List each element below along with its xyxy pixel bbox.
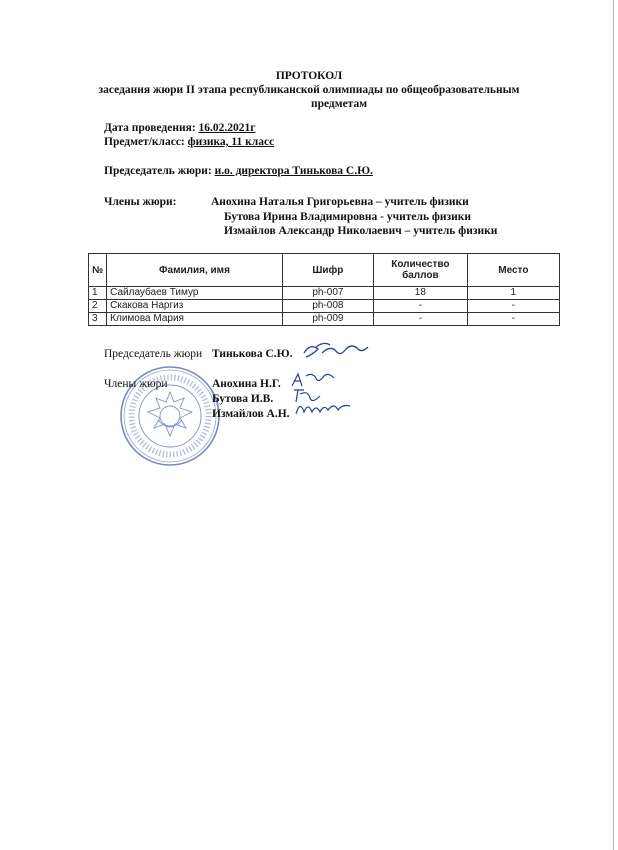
cell-place: - [467,300,559,313]
cell-points: - [374,300,468,313]
member-1: Анохина Наталья Григорьевна – учитель физики [211,196,469,208]
page-edge [613,0,614,850]
table-row [89,313,560,326]
cell-code: ph-008 [282,300,373,313]
date-row [104,121,256,135]
member3-handwritten-signature [292,398,354,418]
sig-member-1: Анохина Н.Г. [212,378,281,390]
subject-value: физика, 11 класс [187,136,275,148]
cell-place: 1 [467,287,559,300]
cell-place: - [467,313,559,326]
cell-number: 2 [89,300,107,313]
col-header-number: № [89,254,107,287]
col-header-name: Фамилия, имя [107,254,283,287]
cell-code: ph-007 [282,287,373,300]
table-row [89,300,560,313]
sig-chair-name: Тинькова С.Ю. [212,348,293,360]
cell-name: Климова Мария [107,313,283,326]
cell-points: - [374,313,468,326]
sig-chair-label: Председатель жюри [104,348,203,360]
doc-subtitle-line2: предметам [310,98,368,110]
date-label: Дата проведения: [104,122,196,134]
members-label: Члены жюри: [104,196,177,208]
col-header-code: Шифр [282,254,373,287]
subject-row [104,135,274,149]
chair-label: Председатель жюри: [104,165,212,177]
doc-title: ПРОТОКОЛ [275,70,343,82]
sig-member-3: Измайлов А.Н. [212,408,290,420]
cell-points: 18 [374,287,468,300]
chair-value: и.о. директора Тинькова С.Ю. [214,165,373,177]
sig-member-2: Бутова И.В. [212,393,274,405]
cell-number: 1 [89,287,107,300]
col-header-points: Количество баллов [374,254,468,287]
member-3: Измайлов Александр Николаевич – учитель физики [224,225,498,237]
col-header-place: Место [467,254,559,287]
doc-subtitle-line1: заседания жюри II этапа республиканской олимпиады по общеобразовательным [98,84,520,96]
cell-number: 3 [89,313,107,326]
cell-name: Скакова Наргиз [107,300,283,313]
chair-row [104,164,373,178]
chair-handwritten-signature [300,339,372,363]
cell-name: Сайлаубаев Тимур [107,287,283,300]
cell-code: ph-009 [282,313,373,326]
member-2: Бутова Ирина Владимировна - учитель физики [224,211,471,223]
results-table [88,253,560,326]
date-value: 16.02.2021г [198,122,256,134]
table-header-row [89,254,560,287]
table-row [89,287,560,300]
sig-members-label: Члены жюри [104,378,168,390]
subject-label: Предмет/класс: [104,136,185,148]
